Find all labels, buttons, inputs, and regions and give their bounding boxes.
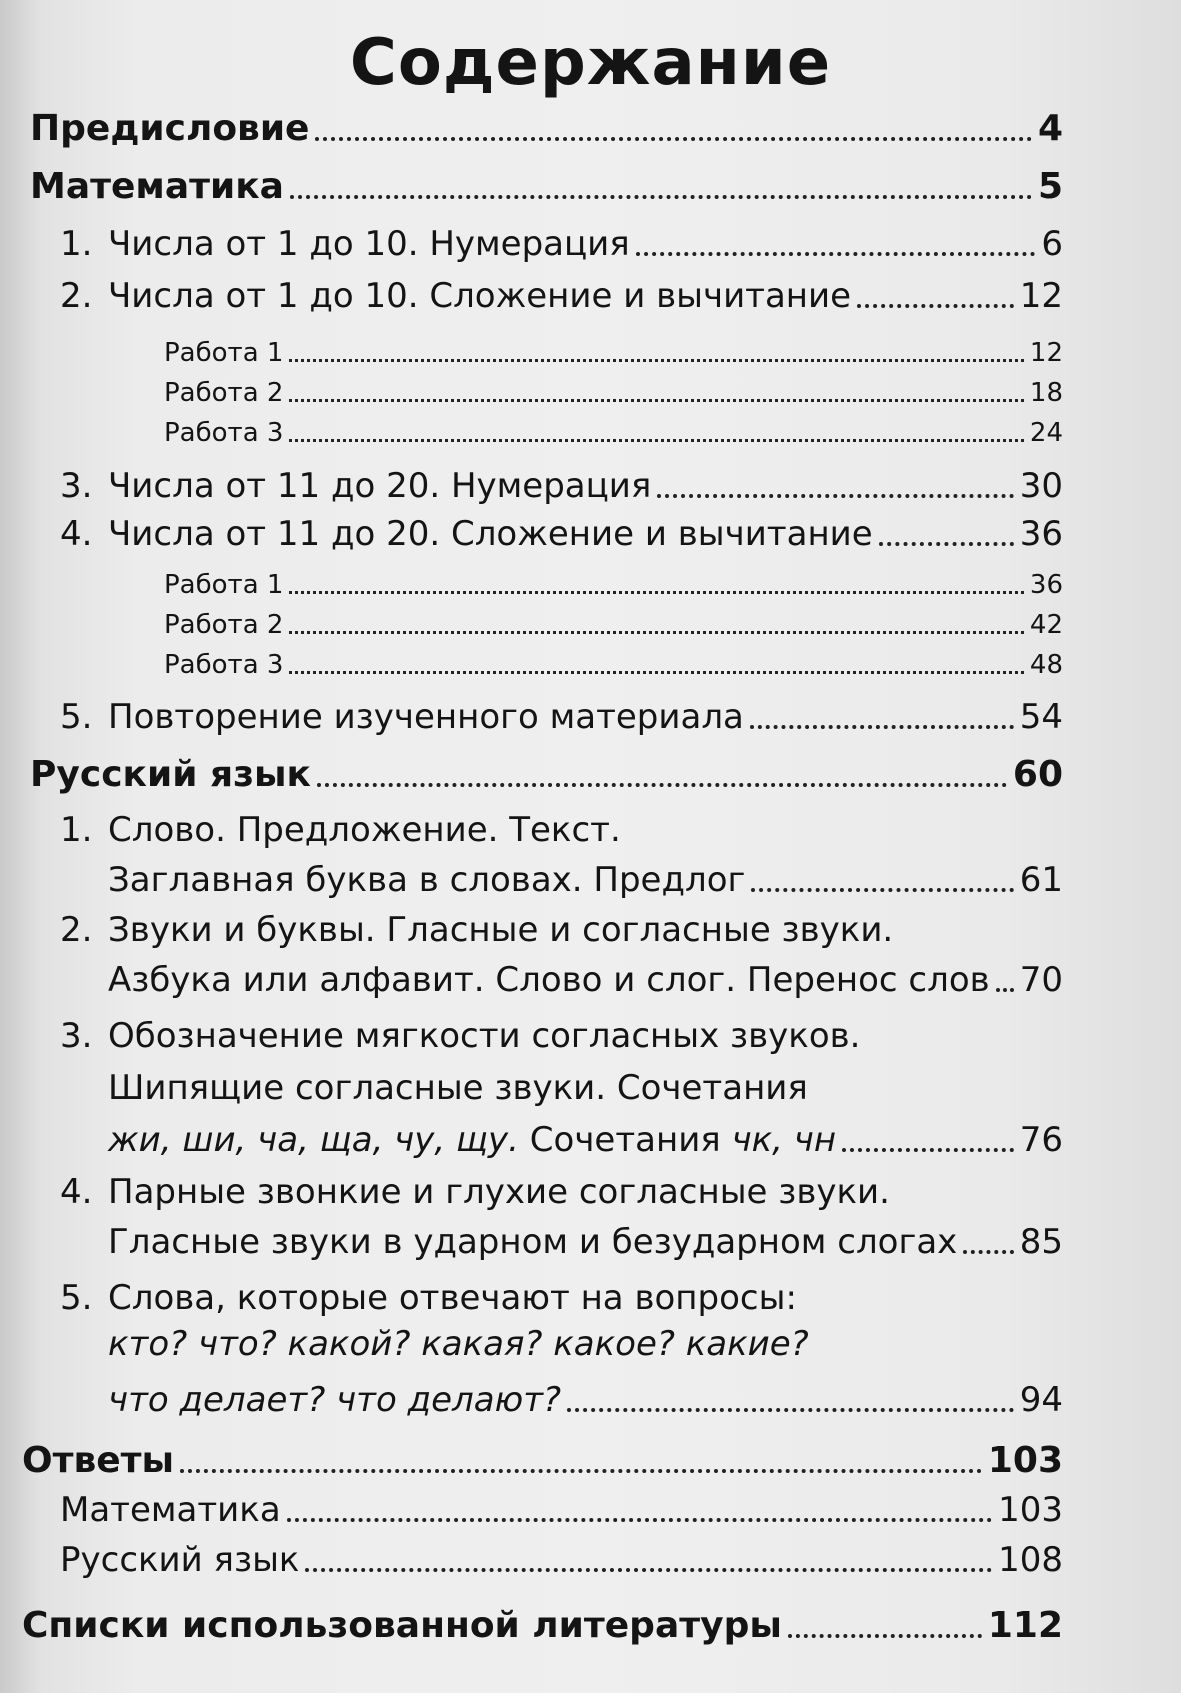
toc-page-number: 18 <box>1029 378 1063 408</box>
toc-page-number: 5 <box>1037 166 1063 207</box>
toc-subentry <box>164 650 1063 680</box>
dot-leader <box>315 137 1031 141</box>
toc-page-number: 76 <box>1019 1120 1063 1160</box>
toc-entry <box>60 1016 1063 1056</box>
toc-entry-title-italic: чк, чн <box>731 1120 837 1160</box>
dot-leader <box>289 439 1023 442</box>
toc-entry-continuation <box>108 1380 1063 1420</box>
toc-entry-title-italic: кто? что? какой? какая? какое? какие? <box>108 1324 809 1364</box>
dot-leader <box>996 988 1014 992</box>
toc-entry-title: Парные звонкие и глухие согласные звуки. <box>108 1172 890 1212</box>
toc-entry <box>60 1490 1063 1530</box>
toc-entry-title: Ответы <box>22 1440 175 1481</box>
toc-subentry <box>164 338 1063 368</box>
toc-entry-continuation <box>108 1222 1063 1262</box>
toc-entry-title: Числа от 11 до 20. Сложение и вычитание <box>108 514 873 554</box>
toc-page-number: 103 <box>998 1490 1063 1530</box>
toc-subentry <box>164 418 1063 448</box>
toc-entry-title: Шипящие согласные звуки. Сочетания <box>108 1068 808 1108</box>
toc-entry <box>60 697 1063 737</box>
dot-leader <box>879 542 1014 546</box>
dot-leader <box>289 399 1023 402</box>
toc-page-number: 12 <box>1019 276 1063 316</box>
dot-leader <box>842 1148 1014 1152</box>
toc-entry-title: Работа 1 <box>164 338 284 368</box>
toc-entry-title: Слово. Предложение. Текст. <box>108 810 621 850</box>
toc-entry-number: 2. <box>60 276 93 316</box>
toc-entry-title: Работа 2 <box>164 378 284 408</box>
toc-entry-title: Обозначение мягкости согласных звуков. <box>108 1016 861 1056</box>
toc-entry-title: Работа 3 <box>164 650 284 680</box>
toc-page-number: 4 <box>1037 108 1063 149</box>
toc-entry-number: 3. <box>60 466 93 506</box>
dot-leader <box>857 304 1014 308</box>
toc-page-number: 112 <box>987 1605 1063 1646</box>
toc-entry-title-italic: что делает? что делают? <box>108 1380 562 1420</box>
toc-entry-number: 3. <box>60 1016 93 1056</box>
toc-entry <box>60 910 1063 950</box>
toc-page-number: 30 <box>1019 466 1063 506</box>
toc-entry-preface <box>30 108 1063 149</box>
toc-entry <box>60 1172 1063 1212</box>
toc-entry <box>60 1278 1063 1318</box>
toc-page-number: 42 <box>1029 610 1063 640</box>
toc-entry-title: Звуки и буквы. Гласные и согласные звуки. <box>108 910 894 950</box>
toc-entry-math <box>30 166 1063 207</box>
toc-entry <box>60 276 1063 316</box>
toc-entry-number: 5. <box>60 697 93 737</box>
toc-entry-continuation <box>108 860 1063 900</box>
toc-subentry <box>164 570 1063 600</box>
dot-leader <box>289 359 1023 362</box>
toc-page-number: 12 <box>1029 338 1063 368</box>
dot-leader <box>567 1408 1014 1412</box>
toc-entry-continuation <box>108 1324 1063 1364</box>
toc-entry-continuation <box>108 960 1063 1000</box>
toc-entry-number: 2. <box>60 910 93 950</box>
toc-entry-title: Числа от 11 до 20. Нумерация <box>108 466 652 506</box>
toc-page-number: 70 <box>1019 960 1063 1000</box>
dot-leader <box>289 591 1023 594</box>
dot-leader <box>290 195 1032 199</box>
toc-entry-number: 1. <box>60 810 93 850</box>
toc-entry-number: 4. <box>60 1172 93 1212</box>
toc-entry-title: Русский язык <box>30 754 311 795</box>
toc-page-number: 36 <box>1019 514 1063 554</box>
dot-leader <box>287 1518 992 1522</box>
dot-leader <box>305 1568 992 1572</box>
toc-page-number: 48 <box>1029 650 1063 680</box>
toc-entry-number: 4. <box>60 514 93 554</box>
toc-entry-title: Работа 2 <box>164 610 284 640</box>
toc-entry-title: Гласные звуки в ударном и безударном слогах <box>108 1222 958 1262</box>
toc-entry <box>60 1540 1063 1580</box>
dot-leader <box>289 671 1023 674</box>
toc-page-number: 60 <box>1012 754 1063 795</box>
dot-leader <box>750 725 1014 729</box>
toc-entry-title: Сочетания <box>518 1120 732 1160</box>
toc-page-number: 108 <box>998 1540 1063 1580</box>
toc-entry-title: Повторение изученного материала <box>108 697 744 737</box>
toc-entry <box>60 514 1063 554</box>
page-title: Содержание <box>349 26 832 100</box>
toc-entry-title: Числа от 1 до 10. Сложение и вычитание <box>108 276 852 316</box>
dot-leader <box>963 1250 1013 1254</box>
toc-entry-continuation <box>108 1120 1063 1160</box>
toc-page-number: 94 <box>1019 1380 1063 1420</box>
toc-entry-title: Математика <box>30 166 284 207</box>
toc-entry-russian <box>30 754 1063 795</box>
dot-leader <box>657 494 1013 498</box>
toc-page-number: 54 <box>1019 697 1063 737</box>
toc-page-number: 6 <box>1041 224 1063 264</box>
toc-entry-title: Работа 3 <box>164 418 284 448</box>
dot-leader <box>788 1634 982 1638</box>
toc-subentry <box>164 610 1063 640</box>
toc-page-number: 85 <box>1019 1222 1063 1262</box>
toc-entry-title: Математика <box>60 1490 281 1530</box>
toc-entry-title: Заглавная буква в словах. Предлог <box>108 860 746 900</box>
toc-entry-title: Азбука или алфавит. Слово и слог. Перенос слов <box>108 960 990 1000</box>
dot-leader <box>289 631 1023 634</box>
toc-entry <box>60 466 1063 506</box>
toc-entry <box>60 810 1063 850</box>
dot-leader <box>751 888 1013 892</box>
toc-page-number: 36 <box>1029 570 1063 600</box>
dot-leader <box>636 252 1036 256</box>
toc-subentry <box>164 378 1063 408</box>
toc-entry-bibliography <box>22 1605 1063 1646</box>
toc-entry-title: Слова, которые отвечают на вопросы: <box>108 1278 797 1318</box>
toc-entry-title-italic: жи, ши, ча, ща, чу, щу. <box>108 1120 519 1160</box>
dot-leader <box>317 783 1007 787</box>
toc-page-number: 61 <box>1019 860 1063 900</box>
toc-page-number: 24 <box>1029 418 1063 448</box>
toc-entry-number: 5. <box>60 1278 93 1318</box>
toc-entry-title: Русский язык <box>60 1540 300 1580</box>
toc-entry-title: Числа от 1 до 10. Нумерация <box>108 224 630 264</box>
toc-entry-title: Предисловие <box>30 108 310 149</box>
dot-leader <box>180 1469 982 1473</box>
toc-entry-number: 1. <box>60 224 93 264</box>
toc-page-number: 103 <box>987 1440 1063 1481</box>
toc-entry-answers <box>22 1440 1063 1481</box>
toc-entry <box>60 224 1063 264</box>
toc-entry-continuation <box>108 1068 1063 1108</box>
toc-entry-title: Работа 1 <box>164 570 284 600</box>
toc-entry-title: Списки использованной литературы <box>22 1605 782 1646</box>
